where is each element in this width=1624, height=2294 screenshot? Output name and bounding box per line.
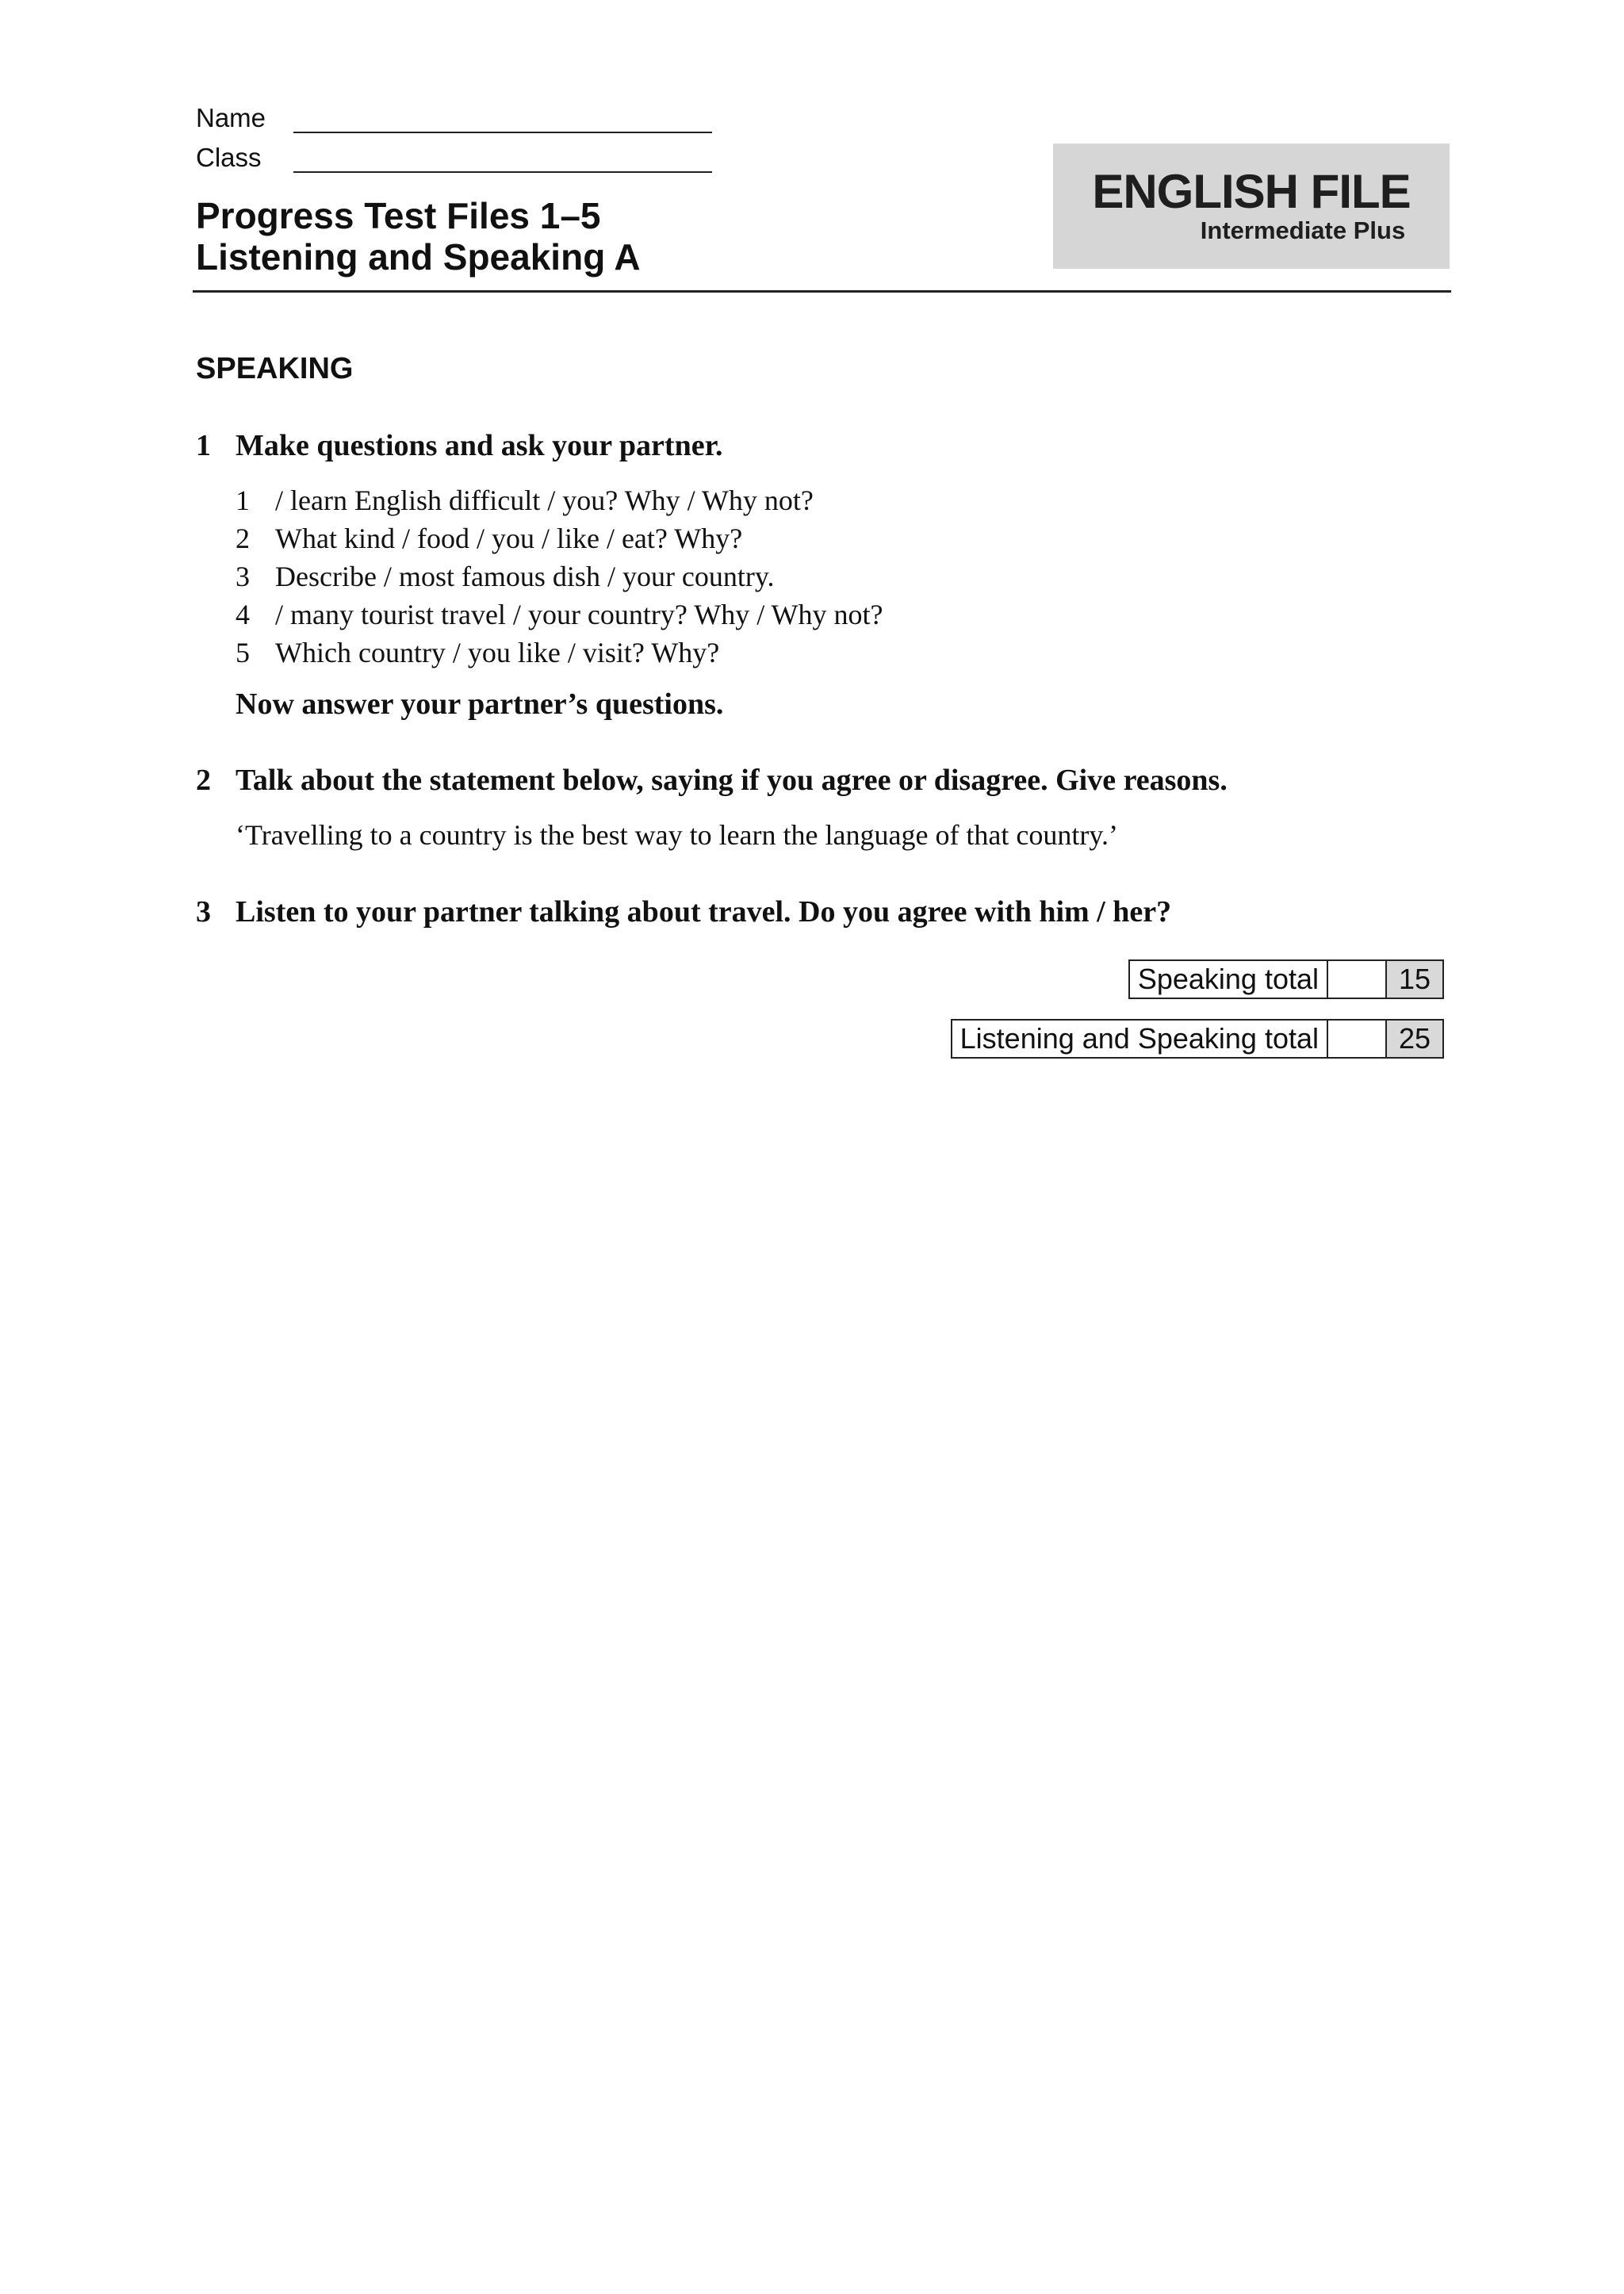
- question-1-item: [236, 560, 775, 593]
- question-2-quote: ‘Travelling to a country is the best way to learn the language of that country.’: [236, 819, 1119, 851]
- item-text: / many tourist travel / your country? Why / Why not?: [275, 599, 883, 630]
- item-number: 2: [236, 523, 250, 554]
- question-1-item: [236, 484, 814, 517]
- question-1-number: 1: [196, 429, 211, 462]
- item-number: 5: [236, 637, 250, 668]
- logo-sub-text: Intermediate Plus: [1200, 216, 1406, 244]
- item-text: Describe / most famous dish / your country.: [275, 561, 775, 592]
- question-3-text: Listen to your partner talking about travel. Do you agree with him / her?: [236, 895, 1172, 929]
- item-text: What kind / food / you / like / eat? Why?: [275, 523, 743, 554]
- section-heading: SPEAKING: [196, 352, 354, 385]
- item-number: 4: [236, 599, 250, 630]
- class-label: Class: [196, 143, 262, 172]
- header-divider: [193, 290, 1451, 293]
- listening-speaking-score-field[interactable]: [1327, 1019, 1385, 1059]
- item-number: 3: [236, 561, 250, 592]
- test-subtitle: Listening and Speaking A: [196, 236, 641, 278]
- class-field[interactable]: [293, 171, 712, 173]
- item-text: Which country / you like / visit? Why?: [275, 637, 720, 668]
- question-1-followup: Now answer your partner’s questions.: [236, 687, 724, 721]
- name-label: Name: [196, 103, 266, 132]
- question-1-item: [236, 522, 742, 555]
- question-1-item: [236, 636, 719, 669]
- speaking-total-box: [1128, 959, 1444, 999]
- english-file-logo: [1053, 144, 1450, 269]
- question-1-text: Make questions and ask your partner.: [236, 429, 723, 462]
- item-text: / learn English difficult / you? Why / Why not?: [275, 484, 814, 516]
- question-2-number: 2: [196, 764, 211, 797]
- logo-main-text: ENGLISH FILE: [1092, 165, 1411, 218]
- item-number: 1: [236, 484, 250, 516]
- test-title: Progress Test Files 1–5: [196, 195, 601, 236]
- speaking-total-label: Speaking total: [1128, 959, 1327, 999]
- listening-speaking-total-box: [951, 1019, 1444, 1059]
- speaking-score-field[interactable]: [1327, 959, 1385, 999]
- listening-speaking-max-score: 25: [1385, 1019, 1444, 1059]
- question-1-item: [236, 598, 883, 631]
- question-3-number: 3: [196, 895, 211, 929]
- speaking-max-score: 15: [1385, 959, 1444, 999]
- name-field[interactable]: [293, 132, 712, 133]
- question-2-text: Talk about the statement below, saying if you agree or disagree. Give reasons.: [236, 764, 1228, 797]
- listening-speaking-total-label: Listening and Speaking total: [951, 1019, 1327, 1059]
